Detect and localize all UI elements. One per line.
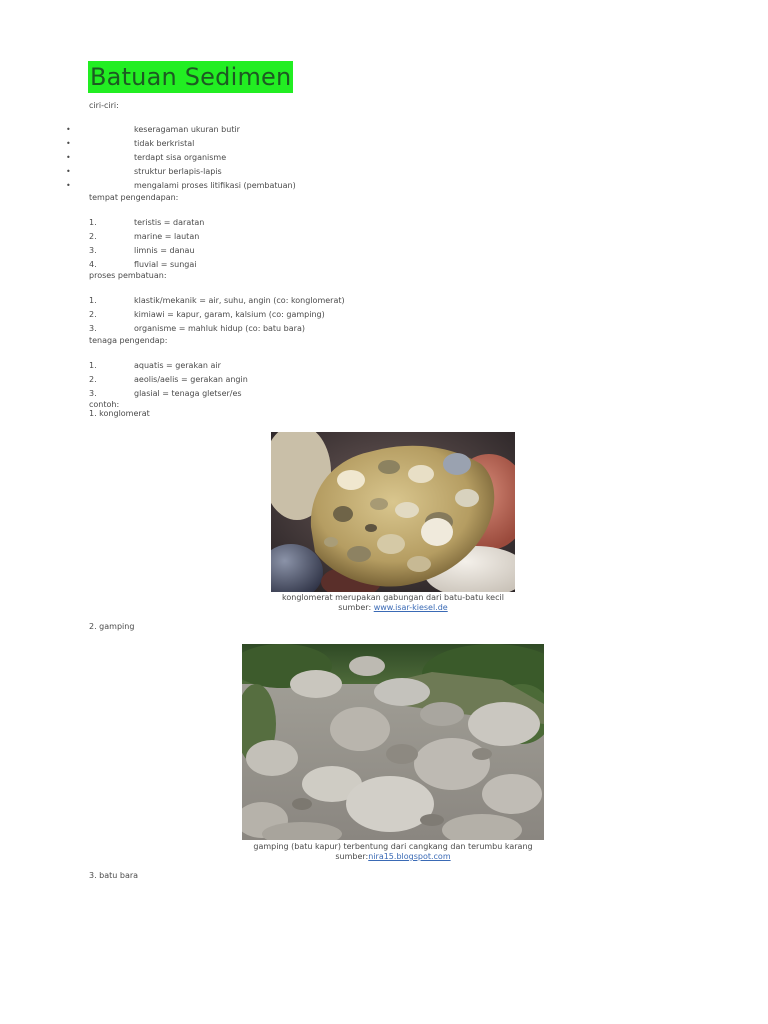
gamping-caption: gamping (batu kapur) terbentung dari cangkang dan terumbu karang <box>253 842 533 851</box>
konglomerat-source <box>271 603 515 613</box>
bullet-icon: • <box>66 139 71 148</box>
tenaga-label: tenaga pengendap: <box>89 336 168 345</box>
bullet-icon: • <box>66 153 71 162</box>
source-prefix: sumber: <box>335 852 369 861</box>
gamping-source <box>242 852 544 862</box>
source-link[interactable]: www.isar-kiesel.de <box>373 603 448 612</box>
bullet-icon: • <box>66 181 71 190</box>
page-title: Batuan Sedimen <box>90 63 292 91</box>
proses-label: proses pembatuan: <box>89 271 167 280</box>
konglomerat-photo <box>271 432 515 592</box>
gamping-photo <box>242 644 544 840</box>
konglomerat-caption: konglomerat merupakan gabungan dari batu-batu kecil <box>282 593 504 602</box>
example-heading-konglomerat: 1. konglomerat <box>89 409 150 418</box>
example-heading-batu-bara: 3. batu bara <box>89 871 139 880</box>
gamping-image <box>242 644 544 840</box>
tempat-label: tempat pengendapan: <box>89 193 179 202</box>
document-page: Batuan Sedimen ciri-ciri: • keseragaman ukuran butir • tidak berkristal • terdapt sisa organisme • struktur berlapis-lapis • mengalami proses litifikasi (pembatuan) tempat pengendapan: 1. teristis = daratan 2. marine = lautan 3. limnis = danau 4. fluvial = sungai proses pembatuan: 1. klastik/mekanik = air, suhu, angin (co: konglomerat) 2. kimiawi = kapur, garam, kalsium (co: gamping) 3. organisme = mahluk hidup (co: batu bara) tenaga pengendap: 1. aquatis = gerakan air 2. aeolis/aelis = gerakan angin 3. glasial = tenaga gletser/es contoh: 1. konglomerat konglomerat merupakan gabungan dari batu-batu kecil sumber: www.isar-kiesel.de 2. gamping gamping (batu kapur) terbentung dari cangkang dan terumbu karang sumber:nira15.blogspot.com 3. batu bara <box>0 0 768 1024</box>
source-prefix: sumber: <box>338 603 374 612</box>
konglomerat-image <box>271 432 515 592</box>
contoh-label: contoh: <box>89 400 120 409</box>
bullet-icon: • <box>66 125 71 134</box>
ciri-label: ciri-ciri: <box>89 101 119 110</box>
bullet-icon: • <box>66 167 71 176</box>
source-link[interactable]: nira15.blogspot.com <box>368 852 451 861</box>
example-heading-gamping: 2. gamping <box>89 622 135 631</box>
